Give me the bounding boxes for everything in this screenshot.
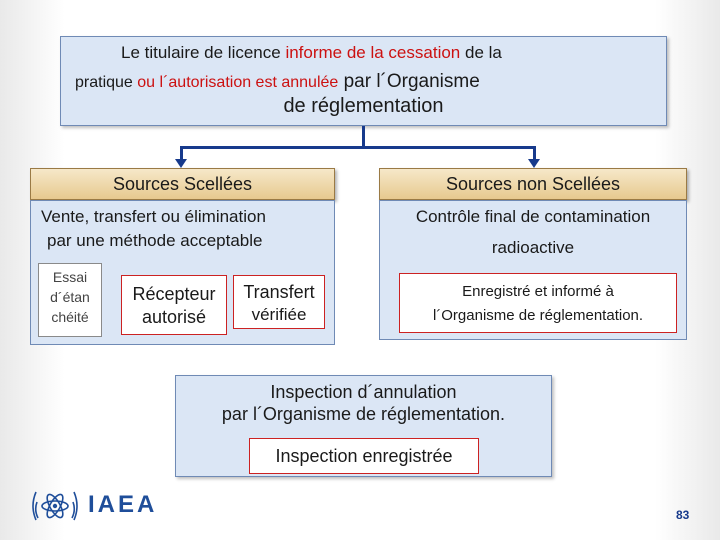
sealed-sources-panel: [30, 200, 335, 345]
top-line1-suffix: de la: [460, 43, 502, 62]
sealed-subtitle-line1: Vente, transfert ou élimination: [41, 207, 266, 226]
iaea-logo: [28, 480, 168, 530]
leak-test-line2: d´étan: [50, 289, 90, 305]
connector-top-vertical: [362, 126, 365, 148]
transfer-line2: vérifiée: [251, 305, 307, 324]
unsealed-subtitle-line2: radioactive: [491, 238, 575, 257]
recorded-line2: l´Organisme de réglementation.: [432, 307, 644, 324]
top-statement-line3: de réglementation: [283, 95, 444, 117]
unsealed-sources-panel: [379, 200, 687, 340]
inspection-line2: par l´Organisme de réglementation.: [221, 404, 506, 424]
iaea-logo-text: IAEA: [88, 491, 158, 518]
connector-left-drop: [180, 146, 183, 160]
top-statement-line2: [75, 71, 665, 93]
leak-test-line1: Essai: [52, 269, 88, 285]
iaea-emblem-icon: [28, 480, 82, 530]
arrow-to-sealed: [175, 159, 187, 168]
top-statement-box: [60, 36, 667, 126]
connector-top-horizontal: [180, 146, 536, 149]
page-number: 83: [676, 508, 690, 522]
unsealed-sources-header: [379, 168, 687, 200]
connector-right-drop: [533, 146, 536, 160]
top-line2-prefix: pratique: [75, 74, 138, 91]
unsealed-sources-label: Sources non Scellées: [445, 174, 621, 194]
transfer-line1: Transfert: [243, 282, 315, 302]
sealed-subtitle-line2: par une méthode acceptable: [47, 231, 263, 250]
receiver-line1: Récepteur: [132, 284, 216, 304]
top-line1-prefix: Le titulaire de licence: [121, 43, 286, 62]
top-line2-suffix: par l´Organisme: [338, 71, 480, 92]
leak-test-box: [38, 263, 102, 337]
top-line1-highlight: informe de la cessation: [285, 43, 461, 62]
top-statement-line1: [61, 43, 666, 63]
inspection-recorded-box: [249, 438, 479, 474]
inspection-box: [175, 375, 552, 477]
recorded-informed-box: [399, 273, 677, 333]
transfer-verified-box: [233, 275, 325, 329]
receiver-line2: autorisé: [141, 307, 207, 327]
unsealed-subtitle-line1: Contrôle final de contamination: [415, 207, 651, 226]
inspection-line1: Inspection d´annulation: [270, 382, 457, 402]
inspection-recorded-label: Inspection enregistrée: [275, 446, 453, 466]
leak-test-line3: chéité: [51, 309, 89, 325]
authorized-receiver-box: [121, 275, 227, 335]
sealed-sources-label: Sources Scellées: [112, 174, 253, 194]
sealed-sources-header: [30, 168, 335, 200]
top-line2-highlight: ou l´autorisation est annulée: [137, 74, 339, 91]
recorded-line1: Enregistré et informé à: [462, 283, 614, 300]
arrow-to-unsealed: [528, 159, 540, 168]
